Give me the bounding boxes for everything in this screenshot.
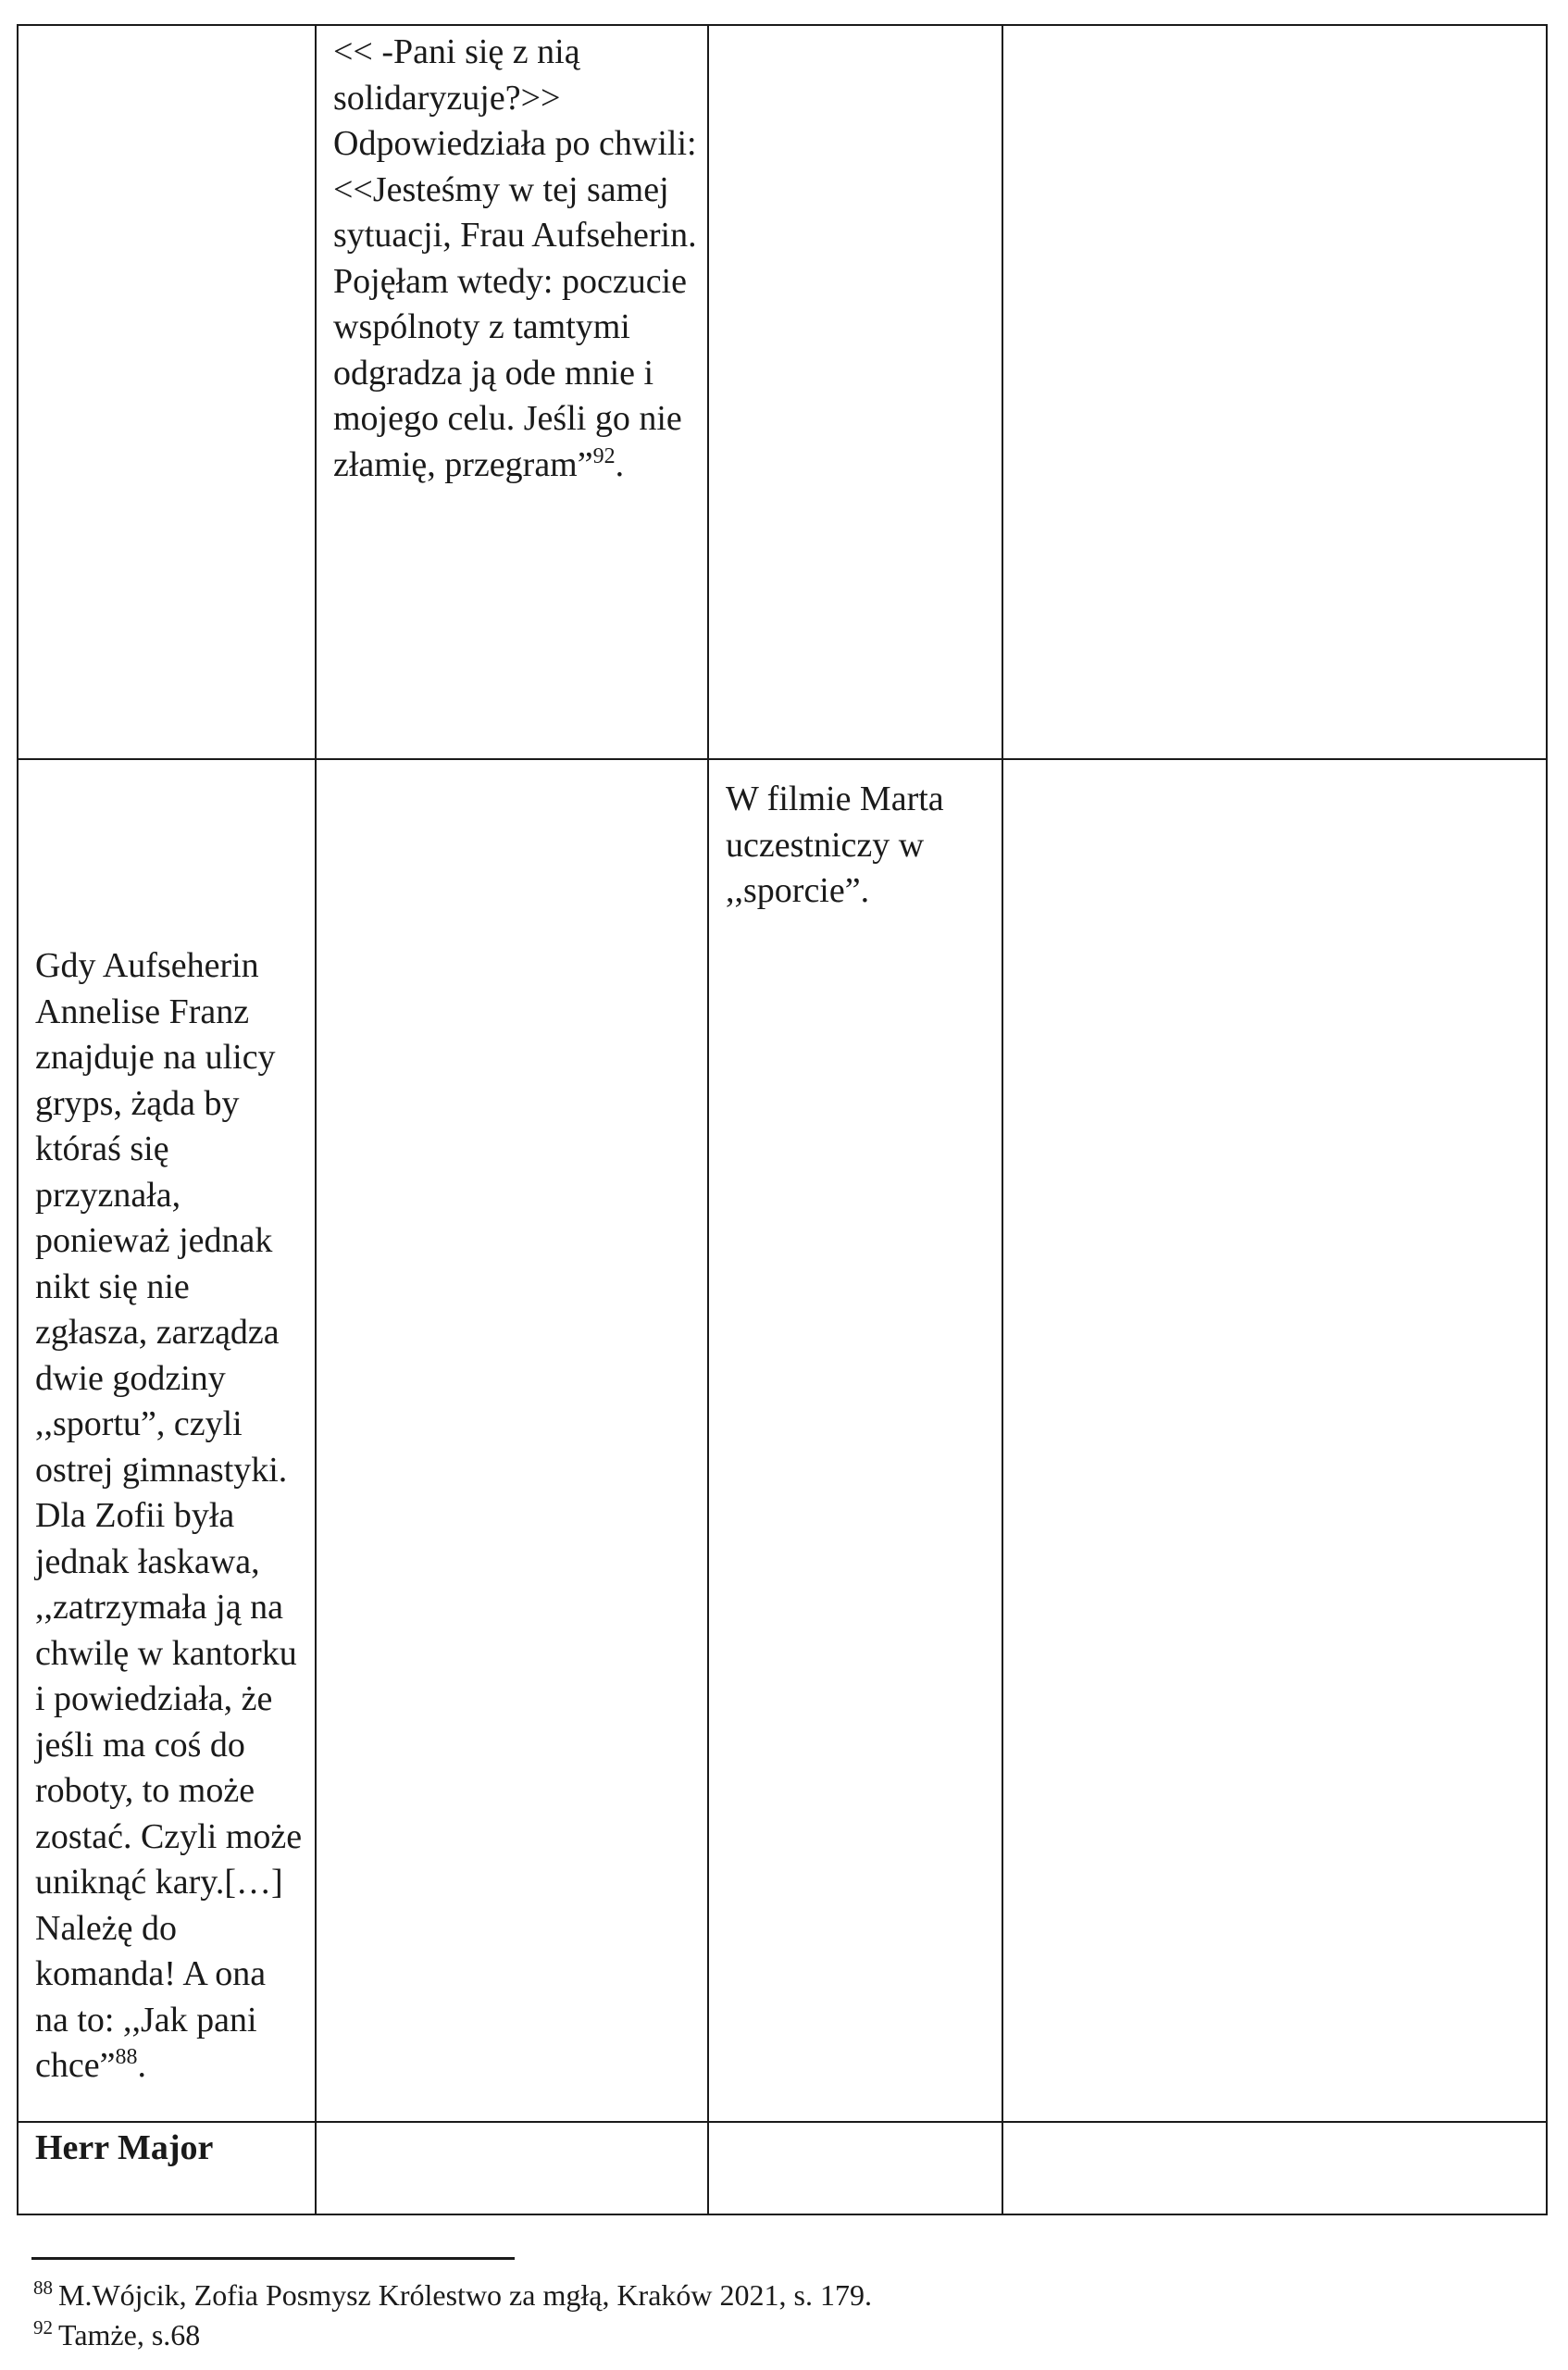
footnote-text: M.Wójcik, Zofia Posmysz Królestwo za mgłą, Kraków 2021, s. 179. xyxy=(58,2278,872,2312)
footnote-reference[interactable]: 92 xyxy=(592,443,616,468)
table-cell xyxy=(1002,25,1547,759)
footnote-number: 88 xyxy=(33,2276,53,2299)
table-cell xyxy=(316,759,708,2122)
comparison-table xyxy=(17,24,1548,2215)
description-tail: . xyxy=(137,2046,146,2085)
footnote-number: 92 xyxy=(33,2316,53,2339)
quote-tail: . xyxy=(615,444,625,484)
table-cell xyxy=(18,25,316,759)
table-row xyxy=(18,25,1547,759)
footnote-reference[interactable]: 88 xyxy=(115,2045,138,2069)
table-cell xyxy=(708,2122,1002,2214)
table-cell xyxy=(316,2122,708,2214)
book-description-text: Gdy Aufseherin Annelise Franz znajduje na ulicy gryps, żąda by któraś się przyznała, ponieważ jednak nikt się nie zgłasza, zarządza dwie godziny ,,sportu”, czyli ostrej gimnastyki. Dla Zofii była jednak łaskawa, ,,zatrzymała ją na chwilę w kantorku i powiedziała, że jeśli ma coś do roboty, to może zostać. Czyli może uniknąć kary.[…] Należę do komanda! A ona na to: ,,Jak pani chce” xyxy=(35,946,303,2085)
quote-text: << -Pani się z nią solidaryzuje?>> Odpowiedziała po chwili:<<Jesteśmy w tej samej sytuacji, Frau Aufseherin. Pojęłam wtedy: poczucie wspólnoty z tamtymi odgradza ją ode mnie i mojego celu. Jeśli go nie złamię, przegram” xyxy=(333,32,697,484)
footnote-separator xyxy=(31,2257,515,2260)
quote-text-block xyxy=(317,26,707,488)
footnote-item xyxy=(33,2276,1514,2315)
table-cell xyxy=(708,25,1002,759)
footnote-item xyxy=(33,2315,1514,2355)
footnote-text: Tamże, s.68 xyxy=(58,2318,201,2351)
film-note-text: W filmie Marta uczestniczy w ,,sporcie”. xyxy=(726,780,944,910)
character-label: Herr Major xyxy=(35,2128,214,2167)
table-cell xyxy=(316,25,708,759)
table-cell xyxy=(18,759,316,2122)
footnotes xyxy=(33,2276,1514,2355)
table-row xyxy=(18,2122,1547,2214)
table-cell xyxy=(1002,2122,1547,2214)
table-cell xyxy=(708,759,1002,2122)
cell-spacing xyxy=(35,760,305,943)
film-note-block xyxy=(709,760,1002,915)
table-row xyxy=(18,759,1547,2122)
book-description-block xyxy=(19,760,315,2089)
table-cell xyxy=(1002,759,1547,2122)
table-cell xyxy=(18,2122,316,2214)
